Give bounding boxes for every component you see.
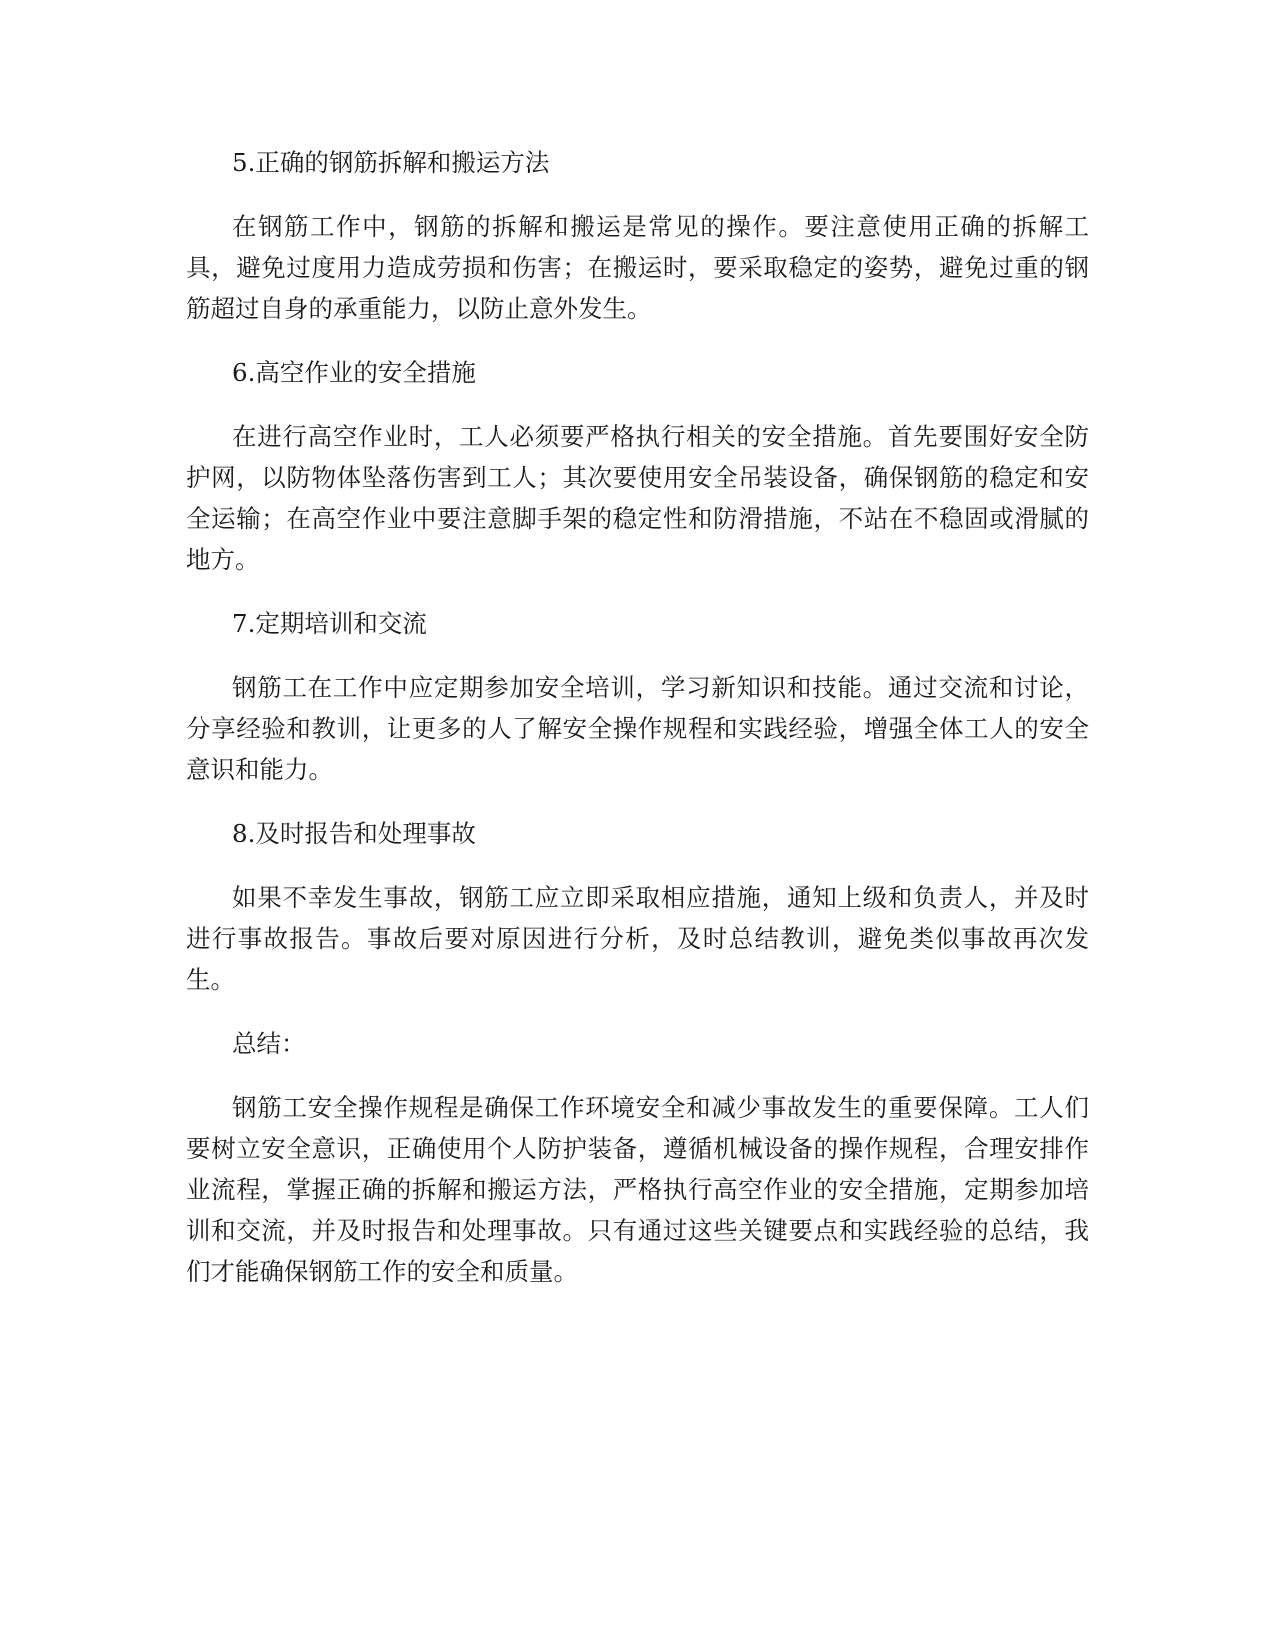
- section-heading-8: 8.及时报告和处理事故: [232, 819, 476, 848]
- section-paragraph-7: 钢筋工在工作中应定期参加安全培训，学习新知识和技能。通过交流和讨论，分享经验和教训，让更多的人了解安全操作规程和实践经验，增强全体工人的安全意识和能力。: [186, 673, 1089, 784]
- section-heading-7: 7.定期培训和交流: [232, 609, 427, 638]
- section-heading-5: 5.正确的钢筋拆解和搬运方法: [232, 148, 550, 177]
- section-paragraph-6: 在进行高空作业时，工人必须要严格执行相关的安全措施。首先要围好安全防护网，以防物体坠落伤害到工人；其次要使用安全吊装设备，确保钢筋的稳定和安全运输；在高空作业中要注意脚手架的稳定性和防滑措施，不站在不稳固或滑腻的地方。: [186, 422, 1089, 574]
- summary-paragraph: 钢筋工安全操作规程是确保工作环境安全和减少事故发生的重要保障。工人们要树立安全意识，正确使用个人防护装备，遵循机械设备的操作规程，合理安排作业流程，掌握正确的拆解和搬运方法，严格执行高空作业的安全措施，定期参加培训和交流，并及时报告和处理事故。只有通过这些关键要点和实践经验的总结，我们才能确保钢筋工作的安全和质量。: [186, 1093, 1089, 1286]
- section-heading-6: 6.高空作业的安全措施: [232, 358, 476, 387]
- document-body: [186, 142, 1089, 1315]
- section-paragraph-5: 在钢筋工作中，钢筋的拆解和搬运是常见的操作。要注意使用正确的拆解工具，避免过度用力造成劳损和伤害；在搬运时，要采取稳定的姿势，避免过重的钢筋超过自身的承重能力，以防止意外发生。: [186, 212, 1089, 323]
- section-paragraph-8: 如果不幸发生事故，钢筋工应立即采取相应措施，通知上级和负责人，并及时进行事故报告。事故后要对原因进行分析，及时总结教训，避免类似事故再次发生。: [186, 883, 1089, 994]
- summary-heading: 总结：: [232, 1029, 306, 1058]
